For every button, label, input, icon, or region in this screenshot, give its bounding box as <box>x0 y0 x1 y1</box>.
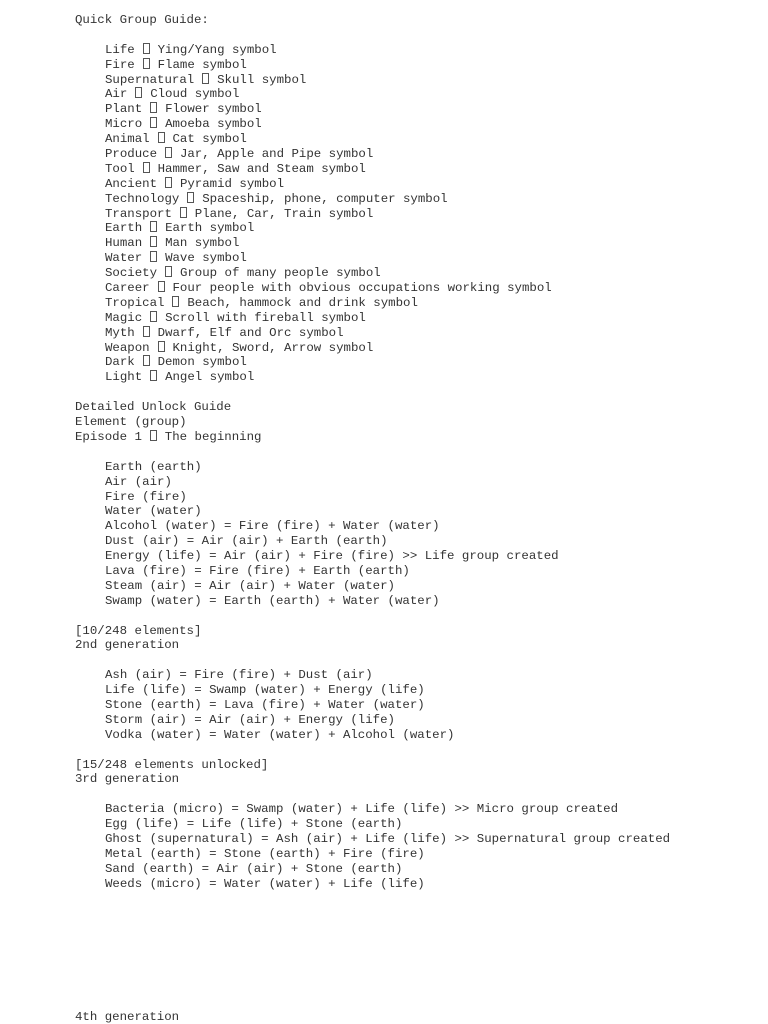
list-item <box>75 177 768 192</box>
group-symbol: Hammer, Saw and Steam symbol <box>157 161 366 176</box>
list-item <box>75 266 768 281</box>
arrow-icon <box>143 326 150 337</box>
group-symbol: Scroll with fireball symbol <box>165 310 366 325</box>
group-name: Myth <box>105 325 135 340</box>
group-symbol: Cloud symbol <box>150 87 240 102</box>
arrow-icon <box>143 162 150 173</box>
list-item: Alcohol (water) = Fire (fire) + Water (water) <box>105 519 440 534</box>
group-name: Tool <box>105 161 135 176</box>
group-name: Supernatural <box>105 72 195 87</box>
group-symbol: Plane, Car, Train symbol <box>194 206 374 221</box>
group-symbol: Dwarf, Elf and Orc symbol <box>157 325 344 340</box>
list-item <box>75 87 768 102</box>
list-item <box>75 251 768 266</box>
spacer <box>75 609 768 624</box>
group-name: Water <box>105 251 143 266</box>
element-count: [10/248 elements] <box>75 623 202 638</box>
list-item: Sand (earth) = Air (air) + Stone (earth) <box>105 861 403 876</box>
spacer <box>75 445 768 460</box>
arrow-icon <box>150 117 157 128</box>
list-item: Water (water) <box>105 504 202 519</box>
group-symbol: Man symbol <box>165 236 240 251</box>
document <box>75 13 768 1024</box>
episode-heading <box>75 430 768 445</box>
episode-name: The beginning <box>164 429 262 444</box>
group-symbol: Spaceship, phone, computer symbol <box>202 191 448 206</box>
list-item <box>75 132 768 147</box>
list-item: Life (life) = Swamp (water) + Energy (life) <box>105 683 425 698</box>
list-item <box>75 207 768 222</box>
list-item <box>75 236 768 251</box>
group-name: Human <box>105 236 143 251</box>
list-item: Lava (fire) = Fire (fire) + Earth (earth) <box>105 563 410 578</box>
group-symbol: Four people with obvious occupations working symbol <box>172 281 552 296</box>
list-item: Energy (life) = Air (air) + Fire (fire) >> Life group created <box>105 549 559 564</box>
arrow-icon <box>165 266 172 277</box>
list-item <box>75 117 768 132</box>
generation-3-list <box>75 802 768 891</box>
detailed-guide-title: Detailed Unlock Guide <box>75 400 232 415</box>
group-symbol: Cat symbol <box>172 132 247 147</box>
list-item: Metal (earth) = Stone (earth) + Fire (fire) <box>105 846 425 861</box>
list-item: Storm (air) = Air (air) + Energy (life) <box>105 712 395 727</box>
arrow-icon <box>150 102 157 113</box>
spacer <box>75 787 768 802</box>
list-item: Dust (air) = Air (air) + Earth (earth) <box>105 534 388 549</box>
list-item <box>75 102 768 117</box>
arrow-icon <box>135 87 142 98</box>
group-symbol: Angel symbol <box>165 370 255 385</box>
list-item <box>75 147 768 162</box>
spacer <box>75 743 768 758</box>
list-item <box>75 192 768 207</box>
group-name: Ancient <box>105 176 158 191</box>
list-item <box>75 58 768 73</box>
group-symbol: Group of many people symbol <box>179 266 381 281</box>
group-name: Weapon <box>105 340 150 355</box>
arrow-icon <box>158 281 165 292</box>
detailed-guide-subtitle: Element (group) <box>75 415 187 430</box>
list-item: Stone (earth) = Lava (fire) + Water (water) <box>105 697 425 712</box>
arrow-icon <box>150 311 157 322</box>
group-name: Plant <box>105 102 143 117</box>
list-item <box>75 296 768 311</box>
group-symbol: Flower symbol <box>165 102 262 117</box>
dash-icon <box>150 430 157 441</box>
arrow-icon <box>187 192 194 203</box>
group-name: Society <box>105 266 158 281</box>
list-item <box>75 73 768 88</box>
group-name: Produce <box>105 147 158 162</box>
group-symbol: Demon symbol <box>157 355 247 370</box>
group-name: Micro <box>105 117 143 132</box>
list-item: Vodka (water) = Water (water) + Alcohol (water) <box>105 727 455 742</box>
quick-guide-list <box>75 43 768 385</box>
spacer <box>75 28 768 43</box>
list-item <box>75 341 768 356</box>
arrow-icon <box>143 43 150 54</box>
list-item <box>75 281 768 296</box>
group-name: Career <box>105 281 150 296</box>
group-symbol: Wave symbol <box>165 251 247 266</box>
list-item: Air (air) <box>105 474 172 489</box>
group-symbol: Skull symbol <box>217 72 307 87</box>
list-item: Bacteria (micro) = Swamp (water) + Life (life) >> Micro group created <box>105 802 619 817</box>
spacer <box>75 653 768 668</box>
group-name: Earth <box>105 221 143 236</box>
generation-2-list <box>75 668 768 742</box>
group-name: Air <box>105 87 128 102</box>
group-name: Life <box>105 42 135 57</box>
group-name: Tropical <box>105 295 165 310</box>
arrow-icon <box>158 341 165 352</box>
group-name: Animal <box>105 132 150 147</box>
arrow-icon <box>150 251 157 262</box>
arrow-icon <box>158 132 165 143</box>
list-item: Ghost (supernatural) = Ash (air) + Life (life) >> Supernatural group created <box>105 831 671 846</box>
list-item <box>75 311 768 326</box>
arrow-icon <box>143 58 150 69</box>
arrow-icon <box>165 177 172 188</box>
arrow-icon <box>150 370 157 381</box>
quick-guide-title: Quick Group Guide: <box>75 13 209 27</box>
group-symbol: Beach, hammock and drink symbol <box>187 295 418 310</box>
list-item <box>75 162 768 177</box>
group-name: Fire <box>105 57 135 72</box>
group-symbol: Pyramid symbol <box>179 176 285 191</box>
group-name: Transport <box>105 206 172 221</box>
element-count: [15/248 elements unlocked] <box>75 757 269 772</box>
list-item: Weeds (micro) = Water (water) + Life (life) <box>105 876 425 891</box>
group-symbol: Ying/Yang symbol <box>157 42 277 57</box>
group-symbol: Amoeba symbol <box>165 117 262 132</box>
arrow-icon <box>180 207 187 218</box>
list-item <box>75 370 768 385</box>
list-item: Earth (earth) <box>105 459 202 474</box>
episode-1-list <box>75 460 768 609</box>
group-symbol: Knight, Sword, Arrow symbol <box>172 340 374 355</box>
group-name: Magic <box>105 310 143 325</box>
arrow-icon <box>165 147 172 158</box>
spacer <box>75 385 768 400</box>
group-name: Light <box>105 370 143 385</box>
list-item: Swamp (water) = Earth (earth) + Water (water) <box>105 593 440 608</box>
list-item <box>75 326 768 341</box>
arrow-icon <box>143 355 150 366</box>
list-item <box>75 355 768 370</box>
generation-heading: 3rd generation <box>75 772 180 787</box>
generation-heading: 2nd generation <box>75 638 180 653</box>
group-name: Dark <box>105 355 135 370</box>
episode-label: Episode 1 <box>75 429 142 444</box>
group-symbol: Jar, Apple and Pipe symbol <box>179 147 374 162</box>
arrow-icon <box>150 236 157 247</box>
list-item: Egg (life) = Life (life) + Stone (earth) <box>105 817 403 832</box>
group-symbol: Flame symbol <box>157 57 247 72</box>
arrow-icon <box>172 296 179 307</box>
list-item <box>75 221 768 236</box>
list-item: Fire (fire) <box>105 489 187 504</box>
spacer <box>75 892 768 1010</box>
group-name: Technology <box>105 191 180 206</box>
list-item: Ash (air) = Fire (fire) + Dust (air) <box>105 668 373 683</box>
arrow-icon <box>150 221 157 232</box>
list-item <box>75 43 768 58</box>
group-symbol: Earth symbol <box>165 221 255 236</box>
generation-heading: 4th generation <box>75 1009 180 1024</box>
list-item: Steam (air) = Air (air) + Water (water) <box>105 578 395 593</box>
arrow-icon <box>202 73 209 84</box>
